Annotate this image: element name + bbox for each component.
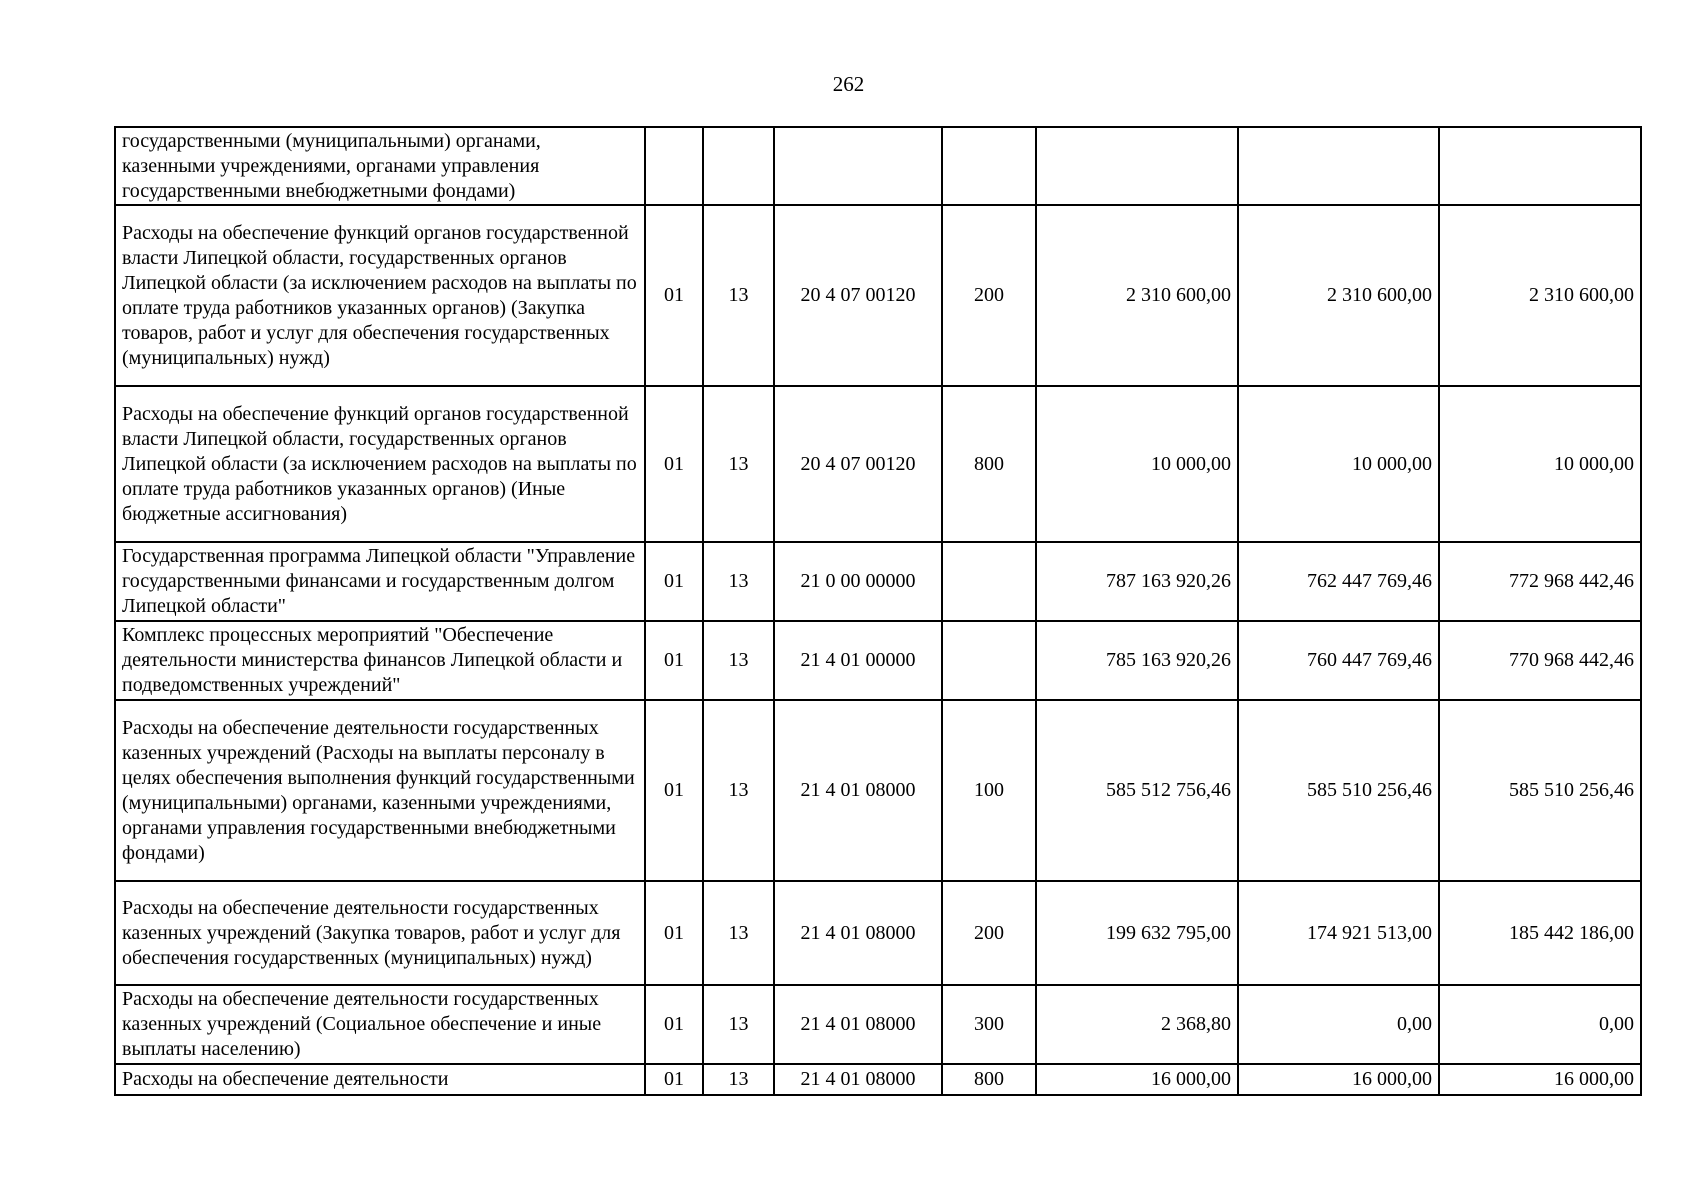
row-target-article: 21 4 01 08000 [774, 700, 942, 881]
row-amount-2: 0,00 [1238, 985, 1439, 1064]
row-target-article: 21 4 01 08000 [774, 881, 942, 985]
row-amount-2: 16 000,00 [1238, 1064, 1439, 1095]
row-amount-3: 585 510 256,46 [1439, 700, 1641, 881]
row-expense-type: 200 [942, 881, 1036, 985]
row-amount-1: 2 310 600,00 [1036, 205, 1238, 386]
row-section [645, 127, 703, 205]
row-expense-type: 800 [942, 386, 1036, 542]
row-amount-3: 770 968 442,46 [1439, 621, 1641, 700]
row-subsection: 13 [703, 621, 774, 700]
row-amount-3: 16 000,00 [1439, 1064, 1641, 1095]
row-target-article: 21 4 01 00000 [774, 621, 942, 700]
row-amount-2: 762 447 769,46 [1238, 542, 1439, 621]
row-target-article [774, 127, 942, 205]
row-expense-type [942, 127, 1036, 205]
row-name: Расходы на обеспечение деятельности государственных казенных учреждений (Социальное обеспечение и иные выплаты населению) [115, 985, 645, 1064]
table-row [115, 205, 1641, 386]
budget-table [114, 126, 1642, 1096]
row-subsection: 13 [703, 985, 774, 1064]
row-subsection: 13 [703, 881, 774, 985]
row-name: Расходы на обеспечение деятельности государственных казенных учреждений (Расходы на выплаты персоналу в целях обеспечения выполнения функций государственными (муниципальными) органами, казенными учреждениями, органами управления государственными внебюджетными фондами) [115, 700, 645, 881]
table-row [115, 386, 1641, 542]
row-expense-type: 100 [942, 700, 1036, 881]
row-section: 01 [645, 881, 703, 985]
row-amount-3: 2 310 600,00 [1439, 205, 1641, 386]
row-subsection: 13 [703, 386, 774, 542]
row-section: 01 [645, 700, 703, 881]
row-amount-2: 174 921 513,00 [1238, 881, 1439, 985]
row-name: государственными (муниципальными) органами, казенными учреждениями, органами управления государственными внебюджетными фондами) [115, 127, 645, 205]
row-expense-type: 200 [942, 205, 1036, 386]
row-amount-2 [1238, 127, 1439, 205]
row-amount-1 [1036, 127, 1238, 205]
table-row [115, 985, 1641, 1064]
row-expense-type [942, 542, 1036, 621]
row-target-article: 20 4 07 00120 [774, 205, 942, 386]
row-name: Государственная программа Липецкой области "Управление государственными финансами и государственным долгом Липецкой области" [115, 542, 645, 621]
row-subsection: 13 [703, 700, 774, 881]
row-subsection: 13 [703, 542, 774, 621]
row-target-article: 20 4 07 00120 [774, 386, 942, 542]
table-row [115, 542, 1641, 621]
row-target-article: 21 4 01 08000 [774, 1064, 942, 1095]
row-amount-2: 585 510 256,46 [1238, 700, 1439, 881]
row-amount-3: 185 442 186,00 [1439, 881, 1641, 985]
row-section: 01 [645, 386, 703, 542]
row-expense-type [942, 621, 1036, 700]
table-row [115, 621, 1641, 700]
row-amount-1: 2 368,80 [1036, 985, 1238, 1064]
table-row [115, 127, 1641, 205]
row-amount-1: 787 163 920,26 [1036, 542, 1238, 621]
row-section: 01 [645, 985, 703, 1064]
row-name: Комплекс процессных мероприятий "Обеспечение деятельности министерства финансов Липецкой области и подведомственных учреждений" [115, 621, 645, 700]
row-amount-2: 10 000,00 [1238, 386, 1439, 542]
row-subsection: 13 [703, 1064, 774, 1095]
row-section: 01 [645, 205, 703, 386]
row-amount-3: 10 000,00 [1439, 386, 1641, 542]
row-expense-type: 300 [942, 985, 1036, 1064]
row-target-article: 21 4 01 08000 [774, 985, 942, 1064]
row-section: 01 [645, 1064, 703, 1095]
row-section: 01 [645, 621, 703, 700]
row-name: Расходы на обеспечение деятельности государственных казенных учреждений (Закупка товаров, работ и услуг для обеспечения государственных (муниципальных) нужд) [115, 881, 645, 985]
row-expense-type: 800 [942, 1064, 1036, 1095]
row-amount-1: 10 000,00 [1036, 386, 1238, 542]
row-amount-1: 16 000,00 [1036, 1064, 1238, 1095]
row-subsection [703, 127, 774, 205]
row-section: 01 [645, 542, 703, 621]
row-name: Расходы на обеспечение функций органов государственной власти Липецкой области, государственных органов Липецкой области (за исключением расходов на выплаты по оплате труда работников указанных органов) (Закупка товаров, работ и услуг для обеспечения государственных (муниципальных) нужд) [115, 205, 645, 386]
row-amount-1: 199 632 795,00 [1036, 881, 1238, 985]
row-amount-3 [1439, 127, 1641, 205]
row-amount-1: 785 163 920,26 [1036, 621, 1238, 700]
row-subsection: 13 [703, 205, 774, 386]
table-row [115, 1064, 1641, 1095]
row-amount-2: 760 447 769,46 [1238, 621, 1439, 700]
row-target-article: 21 0 00 00000 [774, 542, 942, 621]
table-row [115, 700, 1641, 881]
row-amount-3: 0,00 [1439, 985, 1641, 1064]
row-amount-1: 585 512 756,46 [1036, 700, 1238, 881]
row-name: Расходы на обеспечение деятельности [115, 1064, 645, 1095]
row-amount-3: 772 968 442,46 [1439, 542, 1641, 621]
row-amount-2: 2 310 600,00 [1238, 205, 1439, 386]
table-row [115, 881, 1641, 985]
page-number: 262 [832, 72, 865, 96]
row-name: Расходы на обеспечение функций органов государственной власти Липецкой области, государственных органов Липецкой области (за исключением расходов на выплаты по оплате труда работников указанных органов) (Иные бюджетные ассигнования) [115, 386, 645, 542]
